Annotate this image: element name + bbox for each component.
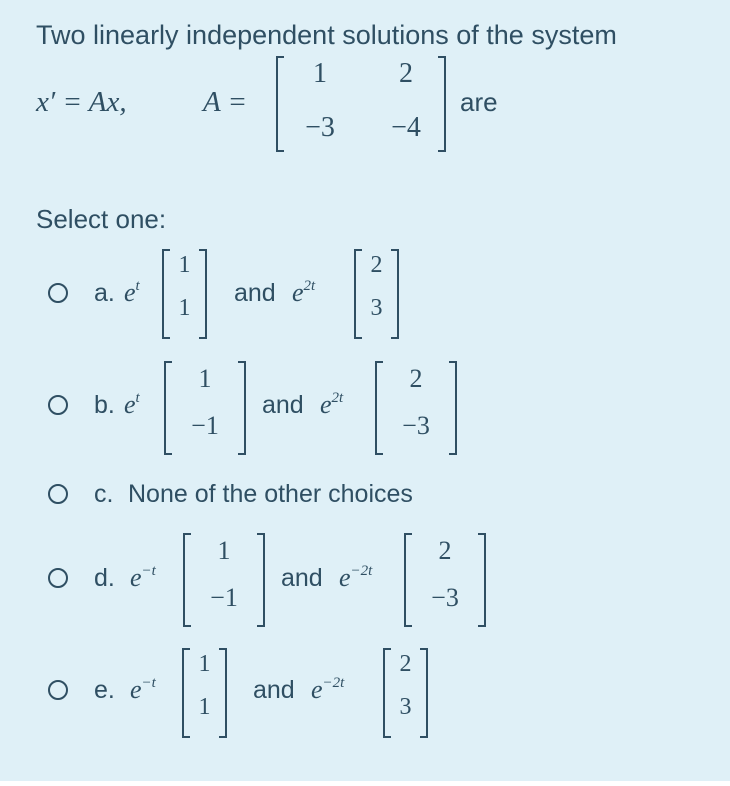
vector-cell: 1: [198, 364, 212, 393]
option-text: None of the other choices: [128, 480, 413, 508]
vector-2: [383, 648, 428, 738]
exp-base: $e^t$: [124, 390, 140, 419]
vector-1: [162, 249, 207, 339]
exp-base: $e^{-2t}$: [339, 563, 373, 592]
select-prompt: Select one:: [36, 204, 167, 234]
and-text: and: [253, 676, 295, 704]
vector-cell: −3: [402, 411, 430, 440]
option-letter: c.: [94, 480, 114, 508]
matrix-a-cell: −4: [391, 112, 421, 143]
vector-2: [354, 249, 399, 339]
exponent: 2t: [303, 278, 316, 294]
matrix-a-cell: −3: [305, 112, 335, 143]
vector-cell: −1: [191, 411, 219, 440]
radio-button[interactable]: [48, 680, 68, 700]
vector-cell: 1: [178, 252, 191, 278]
exponent: −t: [141, 675, 156, 691]
vector-cell: 1: [198, 651, 211, 677]
vector-cell: 1: [198, 694, 211, 720]
and-text: and: [262, 391, 304, 419]
vector-cell: 1: [178, 295, 191, 321]
equation-lhs: x′ = Ax,: [36, 86, 127, 118]
vector-1: [164, 361, 246, 455]
and-text: and: [281, 564, 323, 592]
matrix-a: [276, 56, 446, 152]
vector-2: [375, 361, 457, 455]
exp-base: $e^{-2t}$: [311, 675, 345, 704]
vector-cell: 2: [399, 651, 412, 677]
and-text: and: [234, 279, 276, 307]
radio-button[interactable]: [48, 283, 68, 303]
radio-button[interactable]: [48, 395, 68, 415]
exponent: t: [135, 278, 140, 294]
exp-base: $e^t$: [124, 278, 140, 307]
option-letter: e.: [94, 676, 115, 704]
option-letter: a.: [94, 279, 115, 307]
vector-cell: 1: [217, 536, 231, 565]
vector-cell: −1: [210, 583, 238, 612]
vector-1: [182, 648, 227, 738]
matrix-a-cell: 1: [313, 58, 327, 89]
vector-cell: 3: [399, 694, 412, 720]
exponent: −2t: [322, 675, 345, 691]
vector-cell: 3: [370, 295, 383, 321]
exponent: −2t: [350, 563, 373, 579]
exp-base: $e^{2t}$: [320, 390, 344, 419]
radio-button[interactable]: [48, 484, 68, 504]
question-trailing: are: [460, 87, 498, 117]
exponent: 2t: [331, 390, 344, 406]
vector-cell: −3: [431, 583, 459, 612]
option-letter: b.: [94, 391, 115, 419]
vector-cell: 2: [409, 364, 423, 393]
exp-base: $e^{-t}$: [130, 675, 156, 704]
matrix-a-cell: 2: [399, 58, 413, 89]
exponent: t: [135, 390, 140, 406]
option-letter: d.: [94, 564, 115, 592]
exp-base: $e^{-t}$: [130, 563, 156, 592]
radio-button[interactable]: [48, 568, 68, 588]
exponent: −t: [141, 563, 156, 579]
vector-cell: 2: [438, 536, 452, 565]
vector-cell: 2: [370, 252, 383, 278]
question-text: Two linearly independent solutions of the system: [36, 20, 617, 50]
equation-a-label: A =: [203, 86, 248, 118]
vector-2: [404, 533, 486, 627]
exp-base: $e^{2t}$: [292, 278, 316, 307]
vector-1: [183, 533, 265, 627]
